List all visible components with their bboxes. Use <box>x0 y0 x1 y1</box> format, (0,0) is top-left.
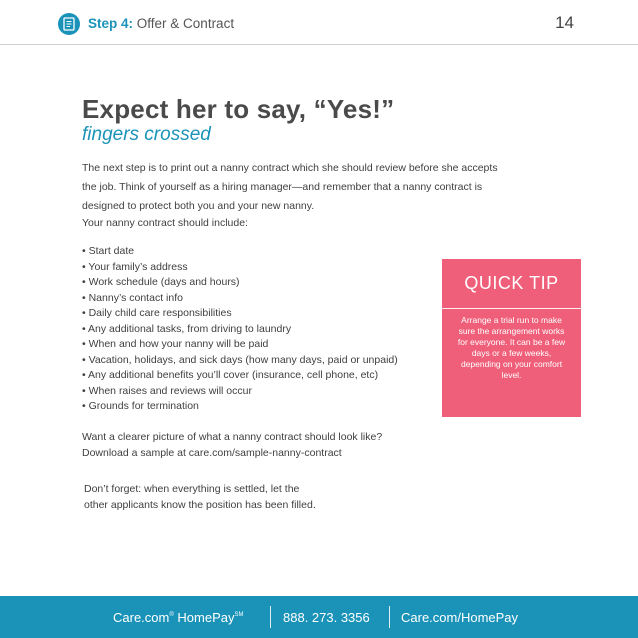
contract-include-label: Your nanny contract should include: <box>82 217 248 229</box>
page-number: 14 <box>555 13 574 32</box>
list-item: • Your family’s address <box>82 260 188 273</box>
quick-tip-title: QUICK TIP <box>464 273 559 293</box>
page-heading: Expect her to say, “Yes!” <box>82 94 395 124</box>
list-item: • Start date <box>82 245 135 257</box>
list-item: • Any additional benefits you’ll cover (insurance, cell phone, etc) <box>82 369 379 381</box>
quick-tip-box <box>442 259 581 417</box>
sample-note-line: Want a clearer picture of what a nanny contract should look like? <box>82 431 383 443</box>
list-item: • Daily child care responsibilities <box>82 307 232 319</box>
reminder-line: other applicants know the position has been filled. <box>84 498 316 511</box>
footer-divider <box>389 606 390 628</box>
list-item: • Any additional tasks, from driving to laundry <box>82 322 292 335</box>
quick-tip-divider <box>442 308 581 309</box>
service-mark: SM <box>234 612 244 618</box>
list-item: • Nanny’s contact info <box>82 291 183 304</box>
sample-contract-note <box>82 430 442 461</box>
contract-items-list <box>82 244 398 415</box>
sample-contract-link[interactable]: Download a sample at care.com/sample-nanny-contract <box>82 446 342 459</box>
list-item: • Work schedule (days and hours) <box>82 276 240 288</box>
page-subheading: fingers crossed <box>82 124 211 145</box>
footer-website-link[interactable]: Care.com/HomePay <box>401 610 519 625</box>
page-header <box>0 0 638 50</box>
section-name: Offer & Contract <box>136 16 235 31</box>
page-footer <box>0 596 638 638</box>
brand-care: Care.com <box>113 610 170 625</box>
brand-homepay: HomePay <box>173 610 235 625</box>
list-item: • Grounds for termination <box>82 400 199 412</box>
list-item: • When and how your nanny will be paid <box>82 338 269 350</box>
reminder-line: Don’t forget: when everything is settled, let the <box>84 483 300 495</box>
quick-tip-text: Arrange a trial run to make sure the arrangement works for everyone. It can be a few days or a few weeks, depending on your comfort level. <box>457 315 566 380</box>
reminder-note <box>84 482 364 513</box>
header-divider <box>0 44 638 45</box>
footer-divider <box>270 606 271 628</box>
step-label: Step 4: <box>88 16 134 31</box>
list-item: • Vacation, holidays, and sick days (how many days, paid or unpaid) <box>82 353 398 366</box>
contract-document-icon <box>58 13 80 35</box>
footer-brand <box>113 610 243 625</box>
section-title <box>88 16 234 31</box>
intro-paragraph: The next step is to print out a nanny contract which she should review before she accepts the job. Think of yourself as a hiring manager—and remember that a nanny contract is designed to protect both you and your new nanny. <box>82 162 498 212</box>
registered-mark: ® <box>169 612 174 618</box>
footer-phone[interactable]: 888. 273. 3356 <box>283 610 370 625</box>
list-item: • When raises and reviews will occur <box>82 384 252 397</box>
